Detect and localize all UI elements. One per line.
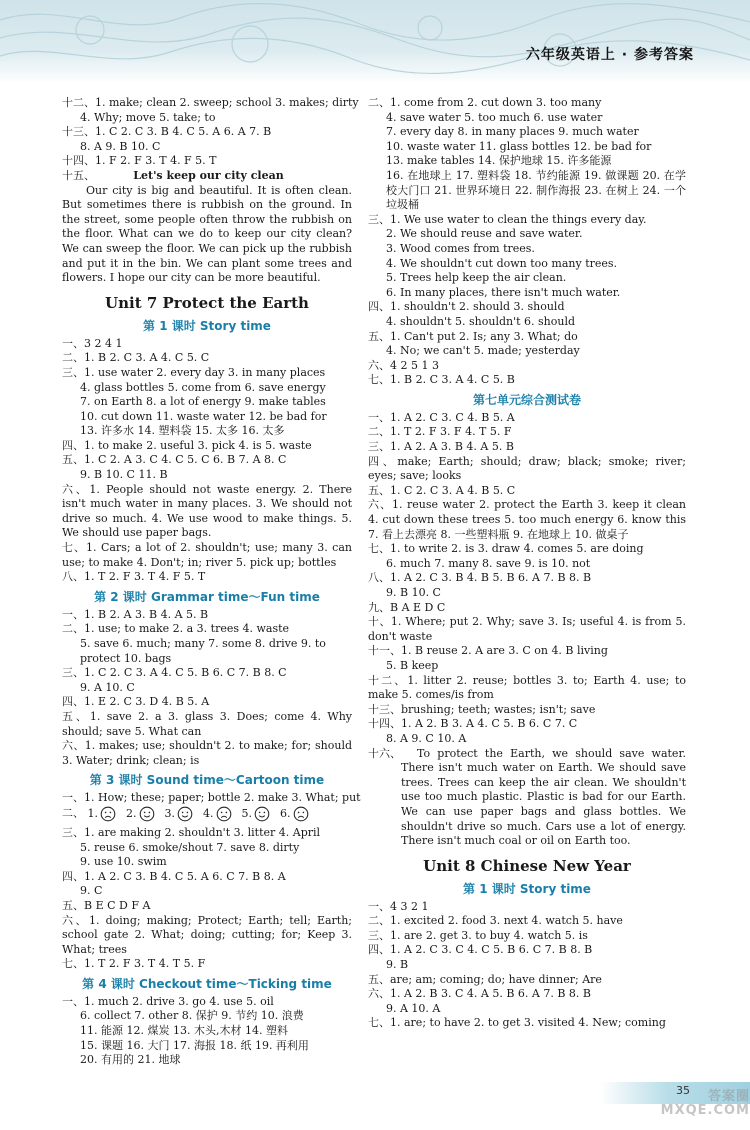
answer-line: 三、1. A 2. A 3. B 4. A 5. B	[368, 440, 514, 454]
answer-paragraph: 六、1. People should not waste energy. 2. There isn't much water in many places. 3. We should not drive so much. 4. We use wood to make things. 5. We should use paper bags.	[62, 482, 352, 540]
answer-line: 十三、1. C 2. C 3. B 4. C 5. A 6. A 7. B	[62, 125, 272, 139]
answer-line: 二、1. T 2. F 3. F 4. T 5. F	[368, 425, 512, 439]
answer-line: 一、1. B 2. A 3. B 4. A 5. B	[62, 607, 209, 621]
unit-title: Unit 7 Protect the Earth	[105, 293, 309, 312]
section-title: 第 4 课时 Checkout time～Ticking time	[82, 976, 332, 991]
answer-line: 六、1. A 2. B 3. C 4. A 5. B 6. A 7. B 8. B	[368, 987, 591, 1001]
answer-line: 一、1. much 2. drive 3. go 4. use 5. oil	[62, 994, 274, 1008]
answer-paragraph: 六、1. reuse water 2. protect the Earth 3. keep it clean 4. cut down these trees 5. too much energy 6. know this 7. 看上去漂亮 8. 一些塑料瓶 9. 在地球上 10. 做桌子	[368, 498, 686, 541]
face-number: 5.	[241, 806, 252, 820]
answer-line: 二、1. use; to make 2. a 3. trees 4. waste	[62, 622, 290, 636]
face-number: 1.	[87, 806, 98, 820]
answer-line: 十三、brushing; teeth; wastes; isn't; save	[368, 702, 596, 716]
watermark-line: 答案圈	[707, 1089, 750, 1104]
answer-line: 五、B E C D F A	[62, 898, 151, 912]
answer-line: 8. A 9. B 10. C	[80, 139, 161, 153]
answer-paragraph: 16. 在地球上 17. 塑料袋 18. 节约能源 19. 做课题 20. 在学校大门口 21. 世界环境日 22. 制作海报 23. 在树上 24. 一个垃圾桶	[386, 168, 686, 212]
answer-line: 四、1. A 2. C 3. B 4. C 5. A 6. C 7. B 8. A	[62, 869, 286, 883]
question-label: 十五、	[62, 168, 95, 182]
question-label: 十六、	[368, 746, 401, 760]
faces-row	[62, 806, 352, 826]
answer-line: 5. save 6. much; many 7. some 8. drive 9. to	[80, 637, 326, 650]
section-title: 第 1 课时 Story time	[143, 318, 271, 333]
answer-line: 9. B	[386, 958, 409, 972]
answer-paragraph: 六、1. makes; use; shouldn't 2. to make; for; should 3. Water; drink; clean; is	[62, 739, 352, 767]
answer-line: 四、1. A 2. C 3. C 4. C 5. B 6. C 7. B 8. B	[368, 943, 593, 957]
answer-line: 6. In many places, there isn't much water.	[386, 285, 621, 299]
header-title: 六年级英语上 · 参考答案	[525, 47, 694, 63]
answer-paragraph: 五、1. save 2. a 3. glass 3. Does; come 4. Why should; save 5. What can	[62, 709, 352, 738]
answer-paragraph: 十、1. Where; put 2. Why; save 3. Is; useful 4. is from 5. don't waste	[368, 615, 686, 643]
answer-line: 4. shouldn't 5. shouldn't 6. should	[386, 314, 576, 328]
answer-line: 四、1. shouldn't 2. should 3. should	[368, 300, 565, 314]
answer-line: 8. A 9. C 10. A	[386, 731, 467, 745]
answer-paragraph: 七、1. Cars; a lot of 2. shouldn't; use; many 3. can use; to make 4. Don't; in; river 5. pick up; bottles	[62, 541, 352, 569]
answer-line: 一、3 2 4 1	[62, 336, 123, 350]
answer-line: 4. save water 5. too much 6. use water	[386, 110, 603, 124]
answer-line: 9. B 10. C 11. B	[80, 468, 168, 482]
answer-line: 4. Why; move 5. take; to	[80, 110, 216, 124]
answer-line: 三、1. are 2. get 3. to buy 4. watch 5. is	[368, 928, 588, 942]
answer-line: 4. No; we can't 5. made; yesterday	[386, 344, 580, 358]
answer-line: 七、1. T 2. F 3. T 4. T 5. F	[62, 957, 206, 971]
face-number: 2.	[126, 806, 137, 820]
face-number: 4.	[203, 806, 214, 820]
happy-face-icon	[177, 806, 193, 822]
header-banner	[0, 0, 750, 84]
answer-line: 5. Trees help keep the air clean.	[386, 271, 567, 285]
answer-line: 10. cut down 11. waste water 12. be bad for	[80, 409, 327, 423]
section-title: 第七单元综合测试卷	[472, 392, 581, 407]
answer-paragraph: 四、make; Earth; should; draw; black; smoke; river; eyes; save; looks	[368, 454, 686, 483]
answer-line: 2. We should reuse and save water.	[386, 227, 583, 241]
answer-line: 一、1. How; these; paper; bottle 2. make 3. What; put	[62, 791, 361, 805]
answer-line: 五、are; am; coming; do; have dinner; Are	[368, 972, 602, 986]
answer-line: 三、1. We use water to clean the things every day.	[368, 212, 647, 226]
face-number: 6.	[280, 806, 291, 820]
sad-face-icon	[100, 806, 116, 822]
happy-face-icon	[139, 806, 155, 822]
answer-line: 六、4 2 5 1 3	[368, 358, 439, 372]
answer-line: 7. on Earth 8. a lot of energy 9. make tables	[80, 395, 326, 409]
answer-paragraph: 十二、1. litter 2. reuse; bottles 3. to; Earth 4. use; to make 5. comes/is from	[368, 673, 686, 702]
answer-line: 13. make tables 14. 保护地球 15. 许多能源	[386, 154, 612, 168]
answer-line: 七、1. are; to have 2. to get 3. visited 4. New; coming	[368, 1016, 666, 1030]
answer-paragraph: 六、1. doing; making; Protect; Earth; tell; Earth; school gate 2. What; doing; cutting; for; Keep 3. What; trees	[62, 913, 352, 956]
answer-line: 八、1. A 2. C 3. B 4. B 5. B 6. A 7. B 8. B	[368, 571, 592, 585]
answer-line: 四、1. to make 2. useful 3. pick 4. is 5. waste	[62, 438, 312, 452]
answer-line: 七、1. to write 2. is 3. draw 4. comes 5. are doing	[368, 542, 644, 556]
answer-line: 二、1. B 2. C 3. A 4. C 5. C	[62, 351, 210, 365]
faces-group	[88, 806, 309, 822]
answer-line: 13. 许多水 14. 塑料袋 15. 太多 16. 太多	[80, 424, 285, 438]
face-number: 3.	[164, 806, 175, 820]
answer-line: 10. waste water 11. glass bottles 12. be bad for	[386, 139, 652, 153]
answer-line: 一、4 3 2 1	[368, 899, 429, 913]
essay-row	[368, 747, 686, 849]
answer-line: 五、1. C 2. C 3. A 4. B 5. C	[368, 483, 516, 497]
answer-line: 四、1. E 2. C 3. D 4. B 5. A	[62, 695, 210, 709]
answer-line: 八、1. T 2. F 3. T 4. F 5. T	[62, 570, 206, 584]
answer-line: 十一、1. B reuse 2. A are 3. C on 4. B living	[368, 644, 608, 658]
answer-line: 11. 能源 12. 煤炭 13. 木头,木材 14. 塑料	[80, 1024, 288, 1038]
left-column	[62, 96, 361, 1068]
answer-line: 9. A 10. A	[386, 1001, 441, 1015]
answer-line: 九、B A E D C	[368, 600, 446, 614]
answer-line: 三、1. C 2. C 3. A 4. C 5. B 6. C 7. B 8. C	[62, 666, 287, 680]
essay-text: To protect the Earth, we should save water. There isn't much water on Earth. We should save trees. Trees can keep the air clean. We shouldn't use too much plastic. Plastic is bad for our Earth. We can use paper bags and glass bottles. We shouldn't drive so much. Cars use a lot of energy. There isn't much coal or oil on Earth too.	[401, 746, 686, 848]
answer-line: 二、1. excited 2. food 3. next 4. watch 5. have	[368, 914, 623, 928]
answer-line: 一、1. A 2. C 3. C 4. B 5. A	[368, 410, 515, 424]
answer-line: 5. B keep	[386, 658, 439, 672]
answer-line: 五、1. Can't put 2. Is; any 3. What; do	[368, 329, 578, 343]
answer-line: 十四、1. A 2. B 3. A 4. C 5. B 6. C 7. C	[368, 717, 578, 731]
answer-line: 9. B 10. C	[386, 586, 441, 599]
answer-line: 4. glass bottles 5. come from 6. save energy	[80, 380, 326, 394]
happy-face-icon	[254, 806, 270, 822]
answer-line: 五、1. C 2. A 3. C 4. C 5. C 6. B 7. A 8. C	[62, 453, 287, 467]
answer-line: 二、1. come from 2. cut down 3. too many	[368, 96, 602, 109]
answer-line: 十二、1. make; clean 2. sweep; school 3. makes; dirty	[62, 96, 359, 109]
essay-title: Let's keep our city clean	[133, 168, 284, 182]
answer-line: protect 10. bags	[80, 651, 172, 665]
answer-line: 9. C	[80, 884, 103, 898]
answer-line: 十四、1. F 2. F 3. T 4. F 5. T	[62, 154, 217, 168]
answer-line: 三、1. are making 2. shouldn't 3. litter 4. April	[62, 825, 321, 839]
answer-line: 9. A 10. C	[80, 680, 135, 694]
answer-line: 20. 有用的 21. 地球	[80, 1053, 181, 1067]
answer-line: 3. Wood comes from trees.	[386, 241, 535, 255]
answer-line: 七、1. B 2. C 3. A 4. C 5. B	[368, 373, 515, 387]
section-title: 第 2 课时 Grammar time～Fun time	[94, 589, 320, 604]
answer-line: 6. collect 7. other 8. 保护 9. 节约 10. 浪费	[80, 1009, 304, 1023]
watermark	[600, 1090, 750, 1130]
decorative-swirl-pattern	[0, 0, 750, 84]
answer-line: 4. We shouldn't cut down too many trees.	[386, 256, 618, 270]
unit-title: Unit 8 Chinese New Year	[423, 856, 631, 875]
answer-line: 9. use 10. swim	[80, 855, 167, 869]
section-title: 第 3 课时 Sound time～Cartoon time	[89, 773, 325, 788]
sad-face-icon	[216, 806, 232, 822]
answer-line: 5. reuse 6. smoke/shout 7. save 8. dirty	[80, 840, 300, 854]
answer-line: 15. 课题 16. 大门 17. 海报 18. 纸 19. 再利用	[80, 1038, 309, 1052]
right-column	[368, 96, 686, 1031]
watermark-line: MXQE.COM	[660, 1103, 750, 1118]
answer-line: 三、1. use water 2. every day 3. in many places	[62, 365, 326, 379]
page-number: 35	[676, 1084, 690, 1097]
section-title: 第 1 课时 Story time	[463, 881, 591, 896]
answer-line: 7. every day 8. in many places 9. much water	[386, 125, 639, 139]
essay-heading-row	[62, 169, 352, 184]
question-label: 二、	[62, 806, 84, 820]
sad-face-icon	[293, 806, 309, 822]
answer-line: 6. much 7. many 8. save 9. is 10. not	[386, 556, 591, 570]
essay-text: Our city is big and beautiful. It is often clean. But sometimes there is rubbish on the ground. In the street, some people often throw the rubbish on the floor. What can we do to keep our city clean? We can sweep the floor. We can pick up the rubbish and put it in the bin. We can plant some trees and flowers. I hope our city can be more beautiful.	[62, 183, 352, 285]
